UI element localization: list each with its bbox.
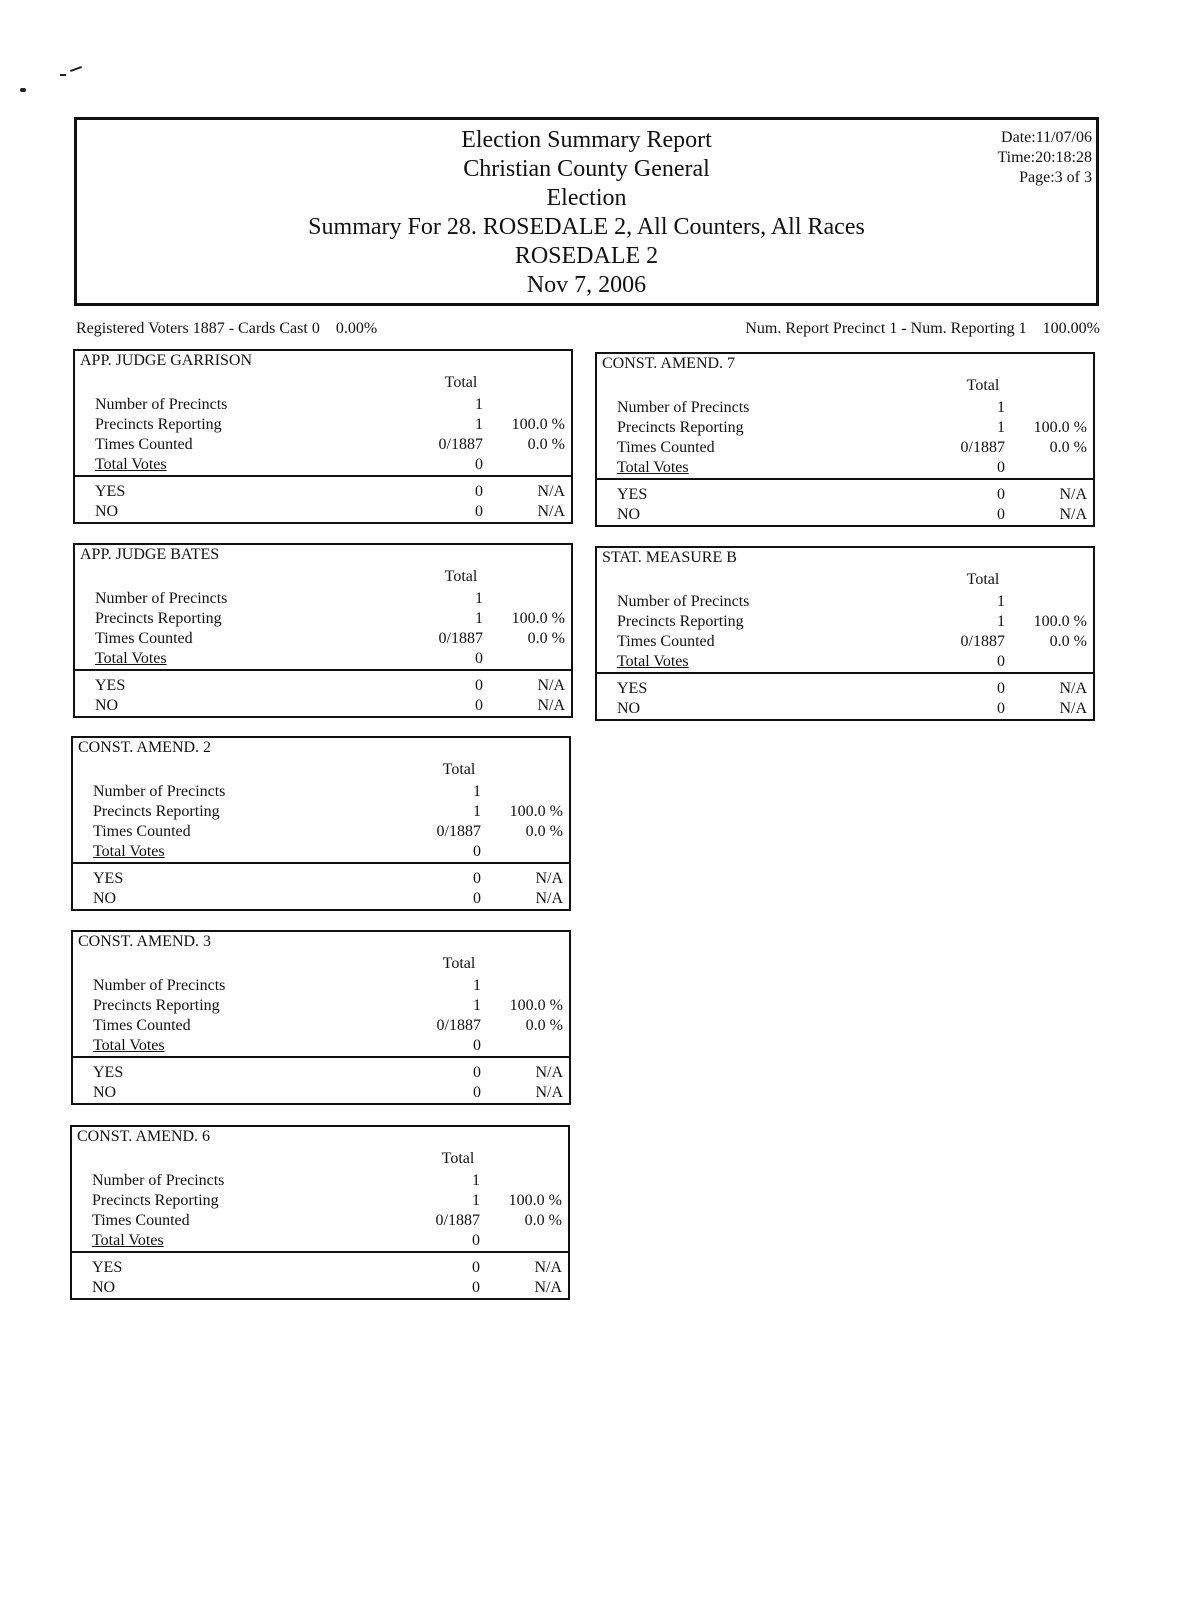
row-percent: 0.0 % (525, 1017, 563, 1034)
scan-mark (70, 66, 82, 72)
row-total: 0 (473, 890, 481, 907)
row-label: YES (95, 483, 126, 500)
race-box (70, 1125, 570, 1300)
race-row (597, 485, 1093, 505)
row-total: 0 (473, 1064, 481, 1081)
row-label: Total Votes (617, 459, 689, 476)
row-label: Times Counted (617, 439, 715, 456)
row-label: Number of Precincts (617, 399, 750, 416)
registered-voters-pct: 0.00% (335, 320, 378, 337)
row-percent: N/A (537, 677, 565, 694)
race-row (73, 996, 569, 1016)
row-total: 0 (475, 483, 483, 500)
race-row (75, 395, 571, 415)
row-label: YES (95, 677, 126, 694)
race-row (72, 1211, 568, 1231)
row-total: 0/1887 (436, 1017, 481, 1034)
registered-voters-line (76, 320, 377, 338)
total-column-header: Total (966, 377, 1000, 394)
row-total: 1 (997, 613, 1005, 630)
row-total: 0/1887 (436, 823, 481, 840)
row-total: 0/1887 (960, 439, 1005, 456)
race-row (597, 438, 1093, 458)
race-row (73, 1036, 569, 1056)
row-percent: N/A (534, 1259, 562, 1276)
total-column-header: Total (442, 761, 476, 778)
row-total: 1 (473, 997, 481, 1014)
row-percent: 0.0 % (527, 436, 565, 453)
row-label: NO (95, 697, 119, 714)
row-percent: N/A (1059, 486, 1087, 503)
row-percent: 0.0 % (1049, 633, 1087, 650)
row-label: Number of Precincts (95, 590, 228, 607)
race-row (597, 679, 1093, 699)
row-total: 0 (997, 680, 1005, 697)
row-total: 1 (475, 610, 483, 627)
race-row (597, 592, 1093, 612)
row-label: YES (617, 486, 648, 503)
race-row (75, 649, 571, 669)
row-total: 0 (997, 506, 1005, 523)
report-title-block (77, 126, 1096, 300)
row-percent: 100.0 % (1033, 419, 1087, 436)
row-label: Number of Precincts (93, 977, 226, 994)
race-row (75, 589, 571, 609)
race-row (73, 889, 569, 909)
row-label: Times Counted (93, 823, 191, 840)
race-row (73, 822, 569, 842)
row-total: 1 (475, 396, 483, 413)
race-row (73, 802, 569, 822)
total-column-header: Total (444, 568, 478, 585)
row-label: Times Counted (617, 633, 715, 650)
row-label: Precincts Reporting (92, 1192, 219, 1209)
report-header (74, 117, 1099, 306)
row-label: NO (95, 503, 119, 520)
row-total: 0/1887 (435, 1212, 480, 1229)
row-total: 0/1887 (438, 436, 483, 453)
row-percent: 100.0 % (508, 1192, 562, 1209)
row-percent: N/A (1059, 506, 1087, 523)
row-total: 0 (475, 677, 483, 694)
election-date: Nov 7, 2006 (526, 272, 647, 298)
race-row (72, 1258, 568, 1278)
row-total: 1 (473, 977, 481, 994)
row-total: 0 (997, 653, 1005, 670)
row-total: 0 (475, 650, 483, 667)
row-total: 0 (472, 1259, 480, 1276)
row-percent: N/A (537, 697, 565, 714)
row-total: 1 (997, 419, 1005, 436)
race-row (75, 435, 571, 455)
row-total: 0 (997, 459, 1005, 476)
row-total: 0 (475, 697, 483, 714)
row-label: YES (93, 870, 124, 887)
race-row (75, 696, 571, 716)
row-label: NO (617, 506, 641, 523)
row-total: 1 (472, 1172, 480, 1189)
race-row (75, 609, 571, 629)
row-label: Number of Precincts (617, 593, 750, 610)
row-percent: N/A (535, 870, 563, 887)
row-percent: N/A (535, 1064, 563, 1081)
race-row (72, 1191, 568, 1211)
race-row (597, 612, 1093, 632)
row-label: Number of Precincts (93, 783, 226, 800)
race-title: CONST. AMEND. 3 (78, 933, 212, 950)
row-total: 0/1887 (960, 633, 1005, 650)
row-label: Precincts Reporting (95, 416, 222, 433)
row-label: Precincts Reporting (95, 610, 222, 627)
report-time: Time:20:18:28 (997, 149, 1092, 166)
row-percent: 100.0 % (511, 416, 565, 433)
race-box (71, 736, 571, 911)
row-total: 0 (473, 1084, 481, 1101)
race-box (73, 543, 573, 718)
total-votes-divider (75, 475, 571, 477)
row-label: Number of Precincts (92, 1172, 225, 1189)
row-total: 0 (997, 700, 1005, 717)
total-votes-divider (72, 1251, 568, 1253)
row-label: Total Votes (95, 650, 167, 667)
race-title: STAT. MEASURE B (602, 549, 737, 566)
row-percent: N/A (1059, 700, 1087, 717)
row-percent: 100.0 % (511, 610, 565, 627)
total-column-header: Total (441, 1150, 475, 1167)
row-label: Times Counted (95, 630, 193, 647)
row-label: Total Votes (93, 843, 165, 860)
page-number: Page:3 of 3 (1019, 169, 1092, 186)
race-title: CONST. AMEND. 2 (78, 739, 212, 756)
race-box (595, 352, 1095, 527)
race-box (73, 349, 573, 524)
race-row (72, 1171, 568, 1191)
row-percent: N/A (534, 1279, 562, 1296)
race-title: CONST. AMEND. 6 (77, 1128, 211, 1145)
row-percent: 0.0 % (525, 823, 563, 840)
race-row (73, 1063, 569, 1083)
precincts-reporting-summary: Num. Report Precinct 1 - Num. Reporting 1 (745, 320, 1027, 337)
summary-for-line: Summary For 28. ROSEDALE 2, All Counters, All Races (308, 214, 865, 240)
row-label: Times Counted (93, 1017, 191, 1034)
row-label: NO (617, 700, 641, 717)
race-row (597, 418, 1093, 438)
race-row (75, 482, 571, 502)
row-total: 0 (472, 1279, 480, 1296)
row-label: NO (93, 890, 117, 907)
race-row (597, 458, 1093, 478)
row-total: 1 (475, 590, 483, 607)
row-label: Times Counted (92, 1212, 190, 1229)
race-row (597, 398, 1093, 418)
row-percent: N/A (1059, 680, 1087, 697)
race-row (75, 676, 571, 696)
row-percent: 100.0 % (509, 997, 563, 1014)
row-total: 1 (997, 399, 1005, 416)
race-row (75, 415, 571, 435)
row-label: Total Votes (92, 1232, 164, 1249)
row-label: YES (617, 680, 648, 697)
row-label: Number of Precincts (95, 396, 228, 413)
row-total: 0 (473, 1037, 481, 1054)
row-percent: N/A (535, 1084, 563, 1101)
row-total: 0 (473, 870, 481, 887)
race-row (597, 652, 1093, 672)
scan-mark (20, 88, 26, 92)
row-label: Total Votes (617, 653, 689, 670)
county-line: Christian County General (463, 156, 710, 182)
row-total: 1 (473, 803, 481, 820)
race-row (75, 502, 571, 522)
row-percent: N/A (537, 503, 565, 520)
row-total: 0 (473, 843, 481, 860)
race-row (73, 976, 569, 996)
race-box (71, 930, 571, 1105)
row-label: Precincts Reporting (617, 419, 744, 436)
election-line: Election (546, 185, 627, 211)
race-row (597, 699, 1093, 719)
row-percent: 100.0 % (509, 803, 563, 820)
reporting-line (745, 320, 1100, 338)
row-label: YES (92, 1259, 123, 1276)
total-votes-divider (73, 1056, 569, 1058)
row-percent: 0.0 % (524, 1212, 562, 1229)
race-row (73, 869, 569, 889)
total-column-header: Total (444, 374, 478, 391)
race-title: CONST. AMEND. 7 (602, 355, 736, 372)
race-box (595, 546, 1095, 721)
row-label: Precincts Reporting (93, 997, 220, 1014)
race-row (72, 1231, 568, 1251)
row-total: 0 (475, 456, 483, 473)
report-meta (997, 128, 1092, 188)
row-total: 1 (997, 593, 1005, 610)
precinct-name: ROSEDALE 2 (514, 243, 659, 269)
row-label: Total Votes (95, 456, 167, 473)
race-row (597, 632, 1093, 652)
total-column-header: Total (442, 955, 476, 972)
total-votes-divider (75, 669, 571, 671)
row-total: 0 (472, 1232, 480, 1249)
row-total: 1 (472, 1192, 480, 1209)
row-percent: 0.0 % (1049, 439, 1087, 456)
row-total: 0 (475, 503, 483, 520)
row-percent: 0.0 % (527, 630, 565, 647)
race-row (597, 505, 1093, 525)
row-label: Precincts Reporting (617, 613, 744, 630)
total-votes-divider (597, 478, 1093, 480)
row-total: 1 (473, 783, 481, 800)
race-row (73, 1083, 569, 1103)
report-date: Date:11/07/06 (1001, 129, 1092, 146)
row-percent: 100.0 % (1033, 613, 1087, 630)
race-row (75, 629, 571, 649)
race-row (73, 842, 569, 862)
race-title: APP. JUDGE GARRISON (80, 352, 253, 369)
row-total: 0/1887 (438, 630, 483, 647)
row-label: NO (92, 1279, 116, 1296)
report-title: Election Summary Report (461, 127, 712, 153)
row-total: 1 (475, 416, 483, 433)
race-row (73, 1016, 569, 1036)
registered-voters: Registered Voters 1887 - Cards Cast 0 (76, 320, 320, 337)
total-votes-divider (597, 672, 1093, 674)
scan-mark (60, 74, 66, 76)
row-label: Times Counted (95, 436, 193, 453)
race-row (73, 782, 569, 802)
row-label: YES (93, 1064, 124, 1081)
row-total: 0 (997, 486, 1005, 503)
row-percent: N/A (537, 483, 565, 500)
race-row (72, 1278, 568, 1298)
race-row (75, 455, 571, 475)
total-column-header: Total (966, 571, 1000, 588)
row-label: Total Votes (93, 1037, 165, 1054)
row-percent: N/A (535, 890, 563, 907)
race-title: APP. JUDGE BATES (80, 546, 220, 563)
precincts-reporting-pct: 100.00% (1042, 320, 1100, 337)
row-label: NO (93, 1084, 117, 1101)
row-label: Precincts Reporting (93, 803, 220, 820)
total-votes-divider (73, 862, 569, 864)
